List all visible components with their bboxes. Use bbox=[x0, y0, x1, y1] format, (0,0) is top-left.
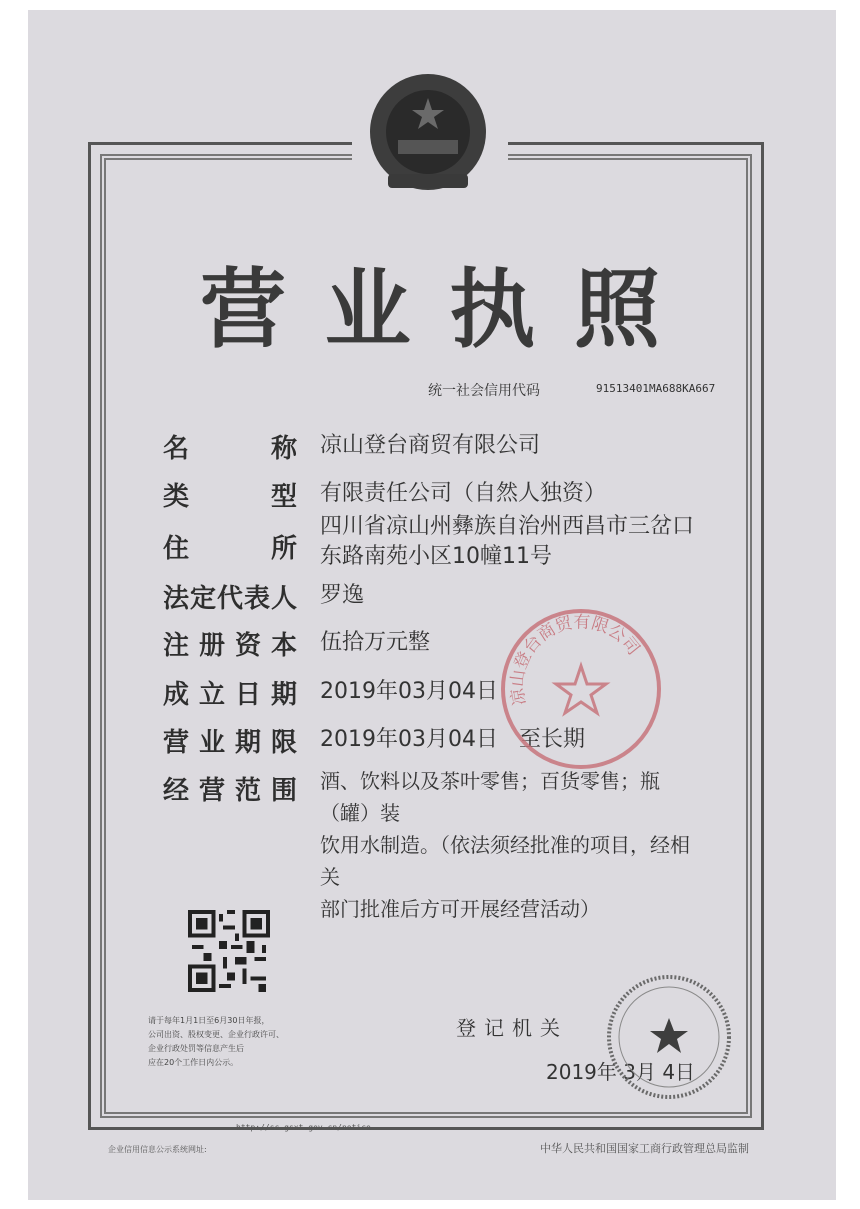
annual-report-notice bbox=[148, 1014, 318, 1070]
registration-date: 2019年 3月 4日 bbox=[546, 1060, 696, 1084]
field-label-capital: 注 册 资 本 bbox=[163, 631, 297, 661]
field-label-name: 名 称 bbox=[163, 434, 297, 464]
document-title bbox=[200, 240, 660, 364]
notice-line: 企业行政处罚等信息产生后 bbox=[148, 1044, 244, 1053]
notice-line: 应在20个工作日内公示。 bbox=[148, 1058, 239, 1067]
registrar-seal-icon bbox=[604, 972, 734, 1102]
credit-code-label: 统一社会信用代码 bbox=[428, 383, 540, 399]
company-seal-icon bbox=[496, 604, 666, 774]
field-label-term: 营 业 期 限 bbox=[163, 728, 297, 758]
field-label-legal-rep: 法 定 代 表 人 bbox=[163, 584, 297, 614]
scope-line: 饮用水制造。（依法须经批准的项目，经相关 bbox=[320, 833, 690, 889]
field-value-legal-rep: 罗逸 bbox=[320, 583, 365, 608]
scope-line: 酒、饮料以及茶叶零售；百货零售；瓶（罐）装 bbox=[320, 769, 660, 825]
title-char: 执 bbox=[449, 259, 536, 360]
national-emblem-icon bbox=[358, 70, 498, 200]
title-char: 照 bbox=[573, 259, 660, 360]
website-url[interactable]: http://sc.gsxt.gov.cn/notice bbox=[236, 1123, 371, 1132]
seal-text: 凉山登台商贸有限公司 bbox=[507, 612, 644, 707]
field-value-capital: 伍拾万元整 bbox=[320, 630, 431, 655]
svg-text:凉山登台商贸有限公司 bbox=[507, 612, 643, 706]
address-line: 东路南苑小区10幢11号 bbox=[320, 544, 552, 569]
field-value-name: 凉山登台商贸有限公司 bbox=[320, 433, 541, 458]
title-char: 营 bbox=[200, 259, 286, 360]
field-label-address: 住 所 bbox=[163, 534, 297, 564]
field-label-scope: 经 营 范 围 bbox=[163, 776, 297, 806]
field-label-type: 类 型 bbox=[163, 482, 297, 512]
registrar-label: 登记机关 bbox=[456, 1016, 568, 1040]
scope-line: 部门批准后方可开展经营活动） bbox=[320, 897, 600, 921]
field-label-established: 成 立 日 期 bbox=[163, 680, 297, 710]
footer-system-label: 企业信用信息公示系统网址: bbox=[108, 1145, 207, 1154]
field-value-address bbox=[320, 512, 730, 572]
footer-issuer: 中华人民共和国国家工商行政管理总局监制 bbox=[540, 1142, 749, 1155]
title-char: 业 bbox=[324, 259, 411, 360]
field-value-established: 2019年03月04日 bbox=[320, 679, 498, 704]
field-value-term: 2019年03月04日 至长期 bbox=[320, 727, 585, 752]
notice-line: 公司出资、股权变更、企业行政许可、 bbox=[148, 1030, 284, 1039]
field-value-type: 有限责任公司（自然人独资） bbox=[320, 481, 607, 506]
address-line: 四川省凉山州彝族自治州西昌市三岔口 bbox=[320, 514, 695, 539]
qr-code-icon[interactable] bbox=[188, 910, 270, 992]
notice-line: 请于每年1月1日至6月30日年报， bbox=[148, 1016, 270, 1025]
field-value-scope bbox=[320, 765, 700, 925]
credit-code-value: 91513401MA688KA667 bbox=[596, 382, 716, 395]
